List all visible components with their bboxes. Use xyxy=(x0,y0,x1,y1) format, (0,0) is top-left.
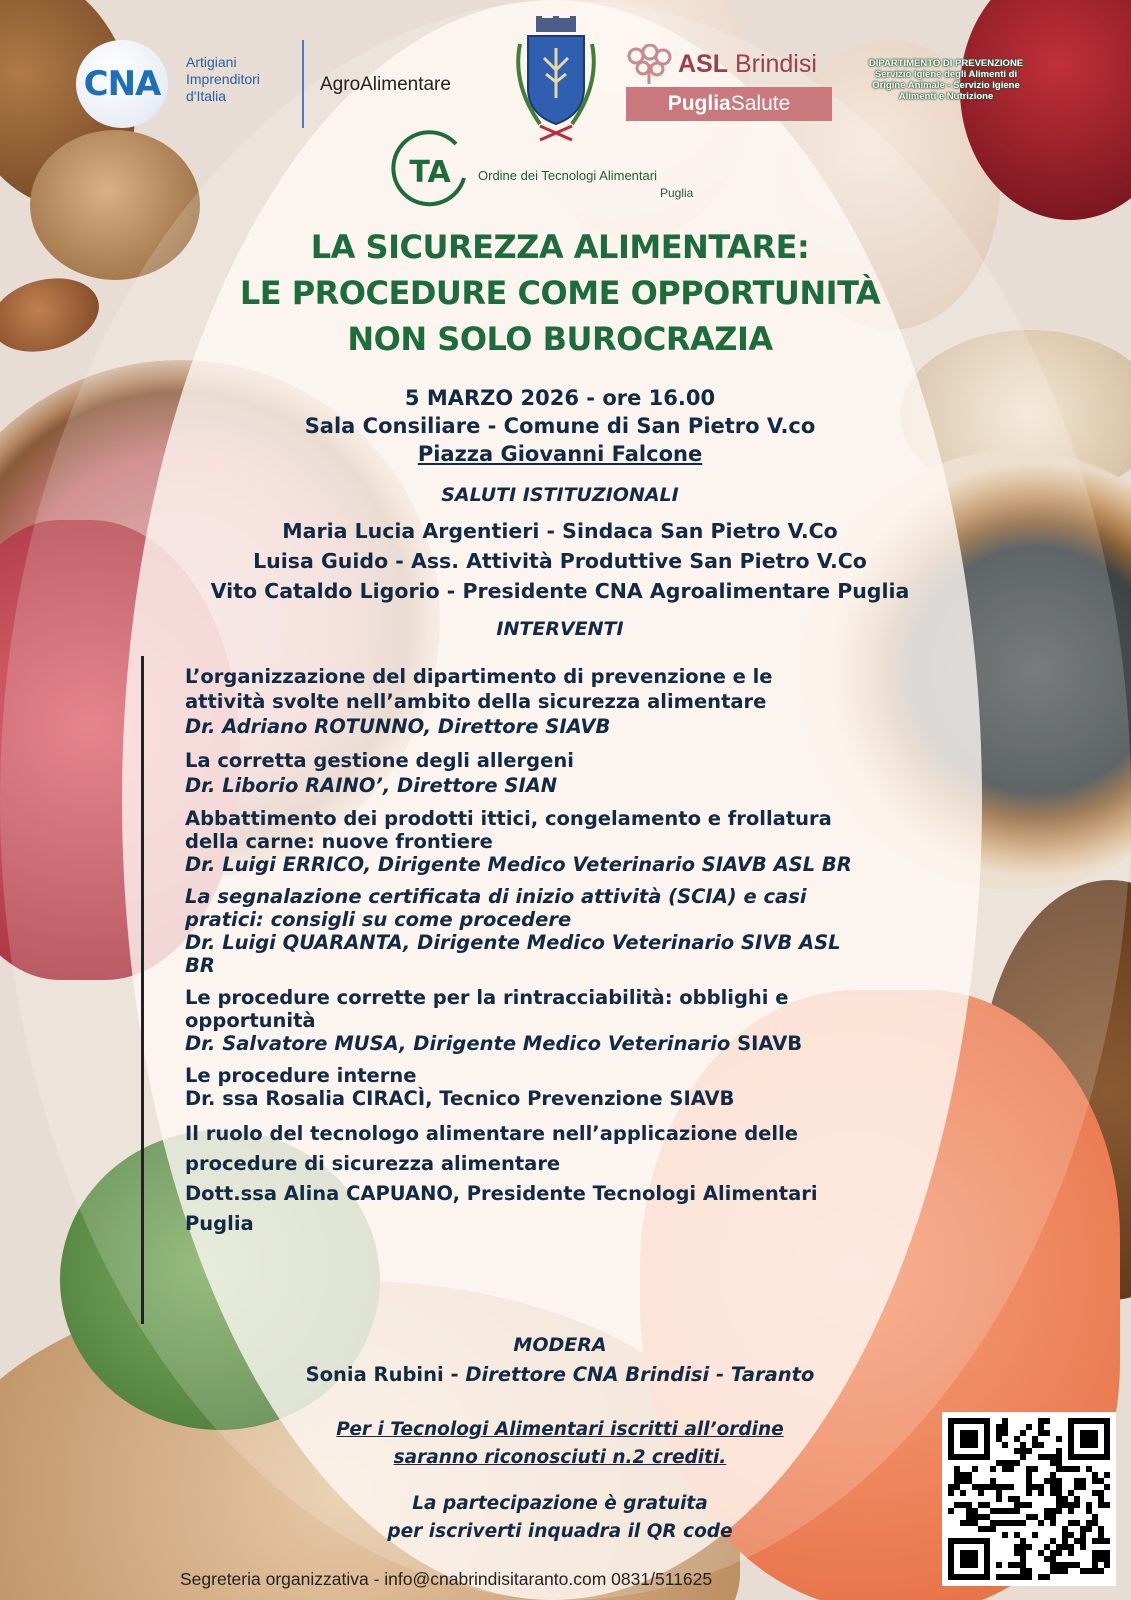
tecnologi-alimentari-logo xyxy=(386,130,474,208)
puglia-salute-band: Puglia Salute xyxy=(626,87,832,121)
dipartimento-prevenzione-label: DIPARTIMENTO DI PREVENZIONE Servizio Igiene degli Alimenti di Origine Animale - Servizio Igiene Alimenti e Nutrizione xyxy=(868,58,1024,102)
moderator: Sonia Rubini - Direttore CNA Brindisi - Taranto xyxy=(305,1363,815,1386)
saluti-item: Vito Cataldo Ligorio - Presidente CNA Agroalimentare Puglia xyxy=(210,579,910,603)
talk-item: Le procedure corrette per la rintracciabilità: obblighi e opportunità Dr. Salvatore MUSA, Dirigente Medico Veterinario SIAVB xyxy=(185,986,803,1055)
saluti-list xyxy=(130,516,990,606)
interventi-list xyxy=(185,664,965,1248)
saluti-heading: SALUTI ISTITUZIONALI xyxy=(441,484,679,506)
talk-item: La segnalazione certificata di inizio attività (SCIA) e casi pratici: consigli su come procedere Dr. Luigi QUARANTA, Dirigente Medico Veterinario SIVB ASL BR xyxy=(185,885,841,977)
talk-item: L’organizzazione del dipartimento di prevenzione e le attività svolte nell’ambito della sicurezza alimentare Dr. Adriano ROTUNNO, Direttore SIAVB xyxy=(185,665,773,738)
event-venue: Sala Consiliare - Comune di San Pietro V.co xyxy=(304,414,816,438)
talk-item: Abbattimento dei prodotti ittici, congelamento e frollatura della carne: nuove frontiere Dr. Luigi ERRICO, Dirigente Medico Veterinario SIAVB ASL BR xyxy=(185,807,852,876)
participation-note: La partecipazione è gratuita per iscriverti inquadra il QR code xyxy=(387,1493,733,1542)
svg-text:TA: TA xyxy=(409,155,451,190)
qr-code-icon[interactable] xyxy=(942,1412,1116,1586)
ta-name: Ordine dei Tecnologi Alimentari xyxy=(478,168,657,183)
modera-heading: MODERA xyxy=(513,1334,607,1356)
saluti-item: Luisa Guido - Ass. Attività Produttive San Pietro V.Co xyxy=(253,549,867,573)
asl-tree-icon xyxy=(626,44,672,84)
talk-item: La corretta gestione degli allergeni Dr. Liborio RAINO’, Direttore SIAN xyxy=(185,749,574,797)
ta-region: Puglia xyxy=(660,186,694,200)
event-date-time: 5 MARZO 2026 - ore 16.00 xyxy=(404,386,716,410)
saluti-item: Maria Lucia Argentieri - Sindaca San Pietro V.Co xyxy=(282,519,838,543)
event-address: Piazza Giovanni Falcone xyxy=(417,442,703,466)
cna-subtitle: Artigiani Imprenditori d'Italia xyxy=(186,54,260,104)
interventi-rule xyxy=(141,656,144,1324)
talk-item: Il ruolo del tecnologo alimentare nell’applicazione delle procedure di sicurezza alimentare Dott.ssa Alina CAPUANO, Presidente Tecnologi Alimentari Puglia xyxy=(185,1122,818,1235)
page-title: LA SICUREZZA ALIMENTARE: LE PROCEDURE COME OPPORTUNITÀ NON SOLO BUROCRAZIA xyxy=(239,228,881,358)
asl-brindisi-logo xyxy=(626,44,832,120)
logo-divider xyxy=(302,40,304,128)
event-details xyxy=(130,384,990,468)
footer-contact: Segreteria organizzativa - info@cnabrindisitaranto.com 0831/511625 xyxy=(180,1569,713,1589)
talk-item: Le procedure interne Dr. ssa Rosalia CIRACÌ, Tecnico Prevenzione SIAVB xyxy=(185,1064,735,1110)
cna-logo: CNA xyxy=(76,40,168,128)
asl-name: ASL Brindisi xyxy=(678,49,817,78)
cna-division-label: AgroAlimentare xyxy=(320,74,451,95)
interventi-heading: INTERVENTI xyxy=(496,618,624,640)
municipal-crest-icon xyxy=(506,14,606,148)
credits-note: Per i Tecnologi Alimentari iscritti all’ordine saranno riconosciuti n.2 crediti. xyxy=(336,1419,784,1468)
